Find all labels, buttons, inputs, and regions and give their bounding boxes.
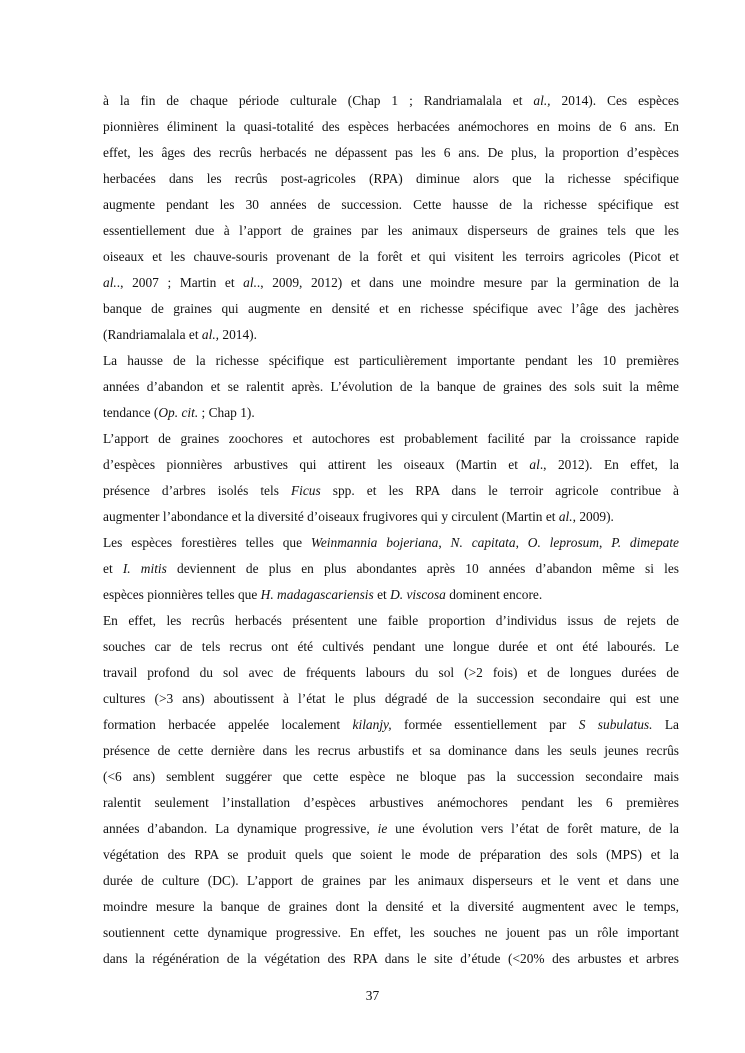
text-line xyxy=(103,686,679,712)
text-run: et xyxy=(103,561,123,576)
text-run: à la fin de chaque période culturale (Chap 1 ; Randriamalala et xyxy=(103,93,534,108)
text-run: soutiennent cette dynamique progressive. En effet, les souches ne jouent pas un rôle important xyxy=(103,925,679,940)
text-run: spp. et les RPA dans le terroir agricole contribue à xyxy=(320,483,679,498)
text-run: formation herbacée appelée localement xyxy=(103,717,353,732)
text-line xyxy=(103,374,679,400)
italic-text: P. dimepate xyxy=(611,535,679,550)
text-run: Les espèces forestières telles que xyxy=(103,535,311,550)
italic-text: N. capitata xyxy=(450,535,516,550)
text-run: deviennent de plus en plus abondantes après 10 années d’abandon même si les xyxy=(166,561,679,576)
text-line xyxy=(103,530,679,556)
text-run: La xyxy=(652,717,679,732)
text-run: moindre mesure la banque de graines dont la densité et la diversité augmentent avec le temps, xyxy=(103,899,679,914)
italic-text: Op. cit. xyxy=(158,405,199,420)
text-run: (<6 ans) semblent suggérer que cette espèce ne bloque pas la succession secondaire mais xyxy=(103,769,679,784)
text-run: ralentit seulement l’installation d’espèces arbustives anémochores pendant les 6 premières xyxy=(103,795,679,810)
text-line xyxy=(103,140,679,166)
italic-text: al. xyxy=(558,509,573,524)
text-run: effet, les âges des recrûs herbacés ne dépassent pas les 6 ans. De plus, la proportion d’espèces xyxy=(103,145,679,160)
text-run: dans la régénération de la végétation des RPA dans le site d’étude (<20% des arbustes et arbres xyxy=(103,951,679,966)
text-run: 2014). xyxy=(219,327,257,342)
text-run: banque de graines qui augmente en densité et en richesse spécifique avec l’âge des jachères xyxy=(103,301,679,316)
text-run: souches car de tels recrus ont été cultivés pendant une longue durée et ont été labourés. Le xyxy=(103,639,679,654)
text-line xyxy=(103,582,679,608)
text-line xyxy=(103,894,679,920)
text-run: , xyxy=(438,535,451,550)
text-line xyxy=(103,504,679,530)
text-run: années d’abandon. La dynamique progressive, xyxy=(103,821,378,836)
text-line xyxy=(103,556,679,582)
text-run: En effet, les recrûs herbacés présentent une faible proportion d’individus issus de rejets de xyxy=(103,613,679,628)
text-line xyxy=(103,400,679,426)
text-line xyxy=(103,816,679,842)
italic-text: O. leprosum xyxy=(527,535,600,550)
italic-text: al., xyxy=(533,93,551,108)
text-run: (Randriamalala et xyxy=(103,327,202,342)
text-run: ., 2007 ; Martin et xyxy=(116,275,244,290)
text-run: durée de culture (DC). L’apport de graines par les animaux disperseurs et le vent et dans une xyxy=(103,873,679,888)
text-run: essentiellement due à l’apport de graines par les animaux disperseurs de graines tels que les xyxy=(103,223,679,238)
italic-text: I. mitis xyxy=(122,561,167,576)
text-line xyxy=(103,712,679,738)
text-line xyxy=(103,114,679,140)
text-line xyxy=(103,634,679,660)
text-line xyxy=(103,296,679,322)
text-line xyxy=(103,946,679,972)
text-run: herbacées dans les recrûs post-agricoles (RPA) diminue alors que la richesse spécifique xyxy=(103,171,679,186)
text-run: 2014). Ces espèces xyxy=(550,93,679,108)
text-run: pionnières éliminent la quasi-totalité des espèces herbacées anémochores en moins de 6 ans. En xyxy=(103,119,679,134)
text-run: dominent encore. xyxy=(445,587,543,602)
text-line xyxy=(103,426,679,452)
italic-text: H. madagascariensis xyxy=(260,587,374,602)
text-run: présence d’arbres isolés tels xyxy=(103,483,291,498)
text-run: d’espèces pionnières arbustives qui attirent les oiseaux (Martin et xyxy=(103,457,530,472)
text-line xyxy=(103,88,679,114)
italic-text: ie xyxy=(377,821,388,836)
text-line xyxy=(103,270,679,296)
text-line xyxy=(103,660,679,686)
text-run: et xyxy=(373,587,391,602)
text-run: , xyxy=(599,535,612,550)
text-line xyxy=(103,452,679,478)
text-run: travail profond du sol avec de fréquents labours du sol (>2 fois) et de longues durées de xyxy=(103,665,679,680)
text-run: oiseaux et les chauve-souris provenant de la forêt et qui visitent les terroirs agricoles (Picot et xyxy=(103,249,679,264)
text-line xyxy=(103,608,679,634)
text-run: années d’abandon et se ralentit après. L’évolution de la banque de graines des sols suit la même xyxy=(103,379,679,394)
italic-text: S subulatus. xyxy=(578,717,653,732)
text-run: augmente pendant les 30 années de succession. Cette hausse de la richesse spécifique est xyxy=(103,197,679,212)
text-run: , xyxy=(515,535,528,550)
text-line xyxy=(103,920,679,946)
text-line xyxy=(103,166,679,192)
text-run: L’apport de graines zoochores et autochores est probablement facilité par la croissance rapide xyxy=(103,431,679,446)
text-run: ., 2012). En effet, la xyxy=(539,457,679,472)
text-run: une évolution vers l’état de forêt mature, de la xyxy=(387,821,679,836)
text-run: espèces pionnières telles que xyxy=(103,587,261,602)
text-run: tendance ( xyxy=(103,405,159,420)
text-run: La hausse de la richesse spécifique est particulièrement importante pendant les 10 premières xyxy=(103,353,679,368)
text-line xyxy=(103,244,679,270)
body-text xyxy=(103,88,679,972)
text-run: ; Chap 1). xyxy=(198,405,255,420)
page-number: 37 xyxy=(365,988,380,1003)
text-line xyxy=(103,738,679,764)
text-line xyxy=(103,322,679,348)
text-run: ., 2009, 2012) et dans une moindre mesure par la germination de la xyxy=(256,275,679,290)
text-run: formée essentiellement par xyxy=(391,717,579,732)
text-line xyxy=(103,842,679,868)
text-line xyxy=(103,868,679,894)
text-run: augmenter l’abondance et la diversité d’oiseaux frugivores qui y circulent (Martin et xyxy=(103,509,559,524)
italic-text: al. xyxy=(243,275,257,290)
text-line xyxy=(103,192,679,218)
italic-text: Ficus xyxy=(290,483,321,498)
italic-text: D. viscosa xyxy=(390,587,446,602)
italic-text: al., xyxy=(201,327,220,342)
text-run: cultures (>3 ans) aboutissent à l’état le plus dégradé de la succession secondaire qui est une xyxy=(103,691,679,706)
text-run: , 2009). xyxy=(572,509,614,524)
text-line xyxy=(103,348,679,374)
text-run: végétation des RPA se produit quels que soient le mode de préparation des sols (MPS) et la xyxy=(103,847,679,862)
italic-text: al. xyxy=(103,275,117,290)
italic-text: kilanjy, xyxy=(352,717,392,732)
text-line xyxy=(103,478,679,504)
text-line xyxy=(103,790,679,816)
text-run: présence de cette dernière dans les recrus arbustifs et sa dominance dans les seuls jeunes recrûs xyxy=(103,743,679,758)
text-line xyxy=(103,764,679,790)
italic-text: al xyxy=(529,457,540,472)
text-line xyxy=(103,218,679,244)
italic-text: Weinmannia bojeriana xyxy=(310,535,439,550)
